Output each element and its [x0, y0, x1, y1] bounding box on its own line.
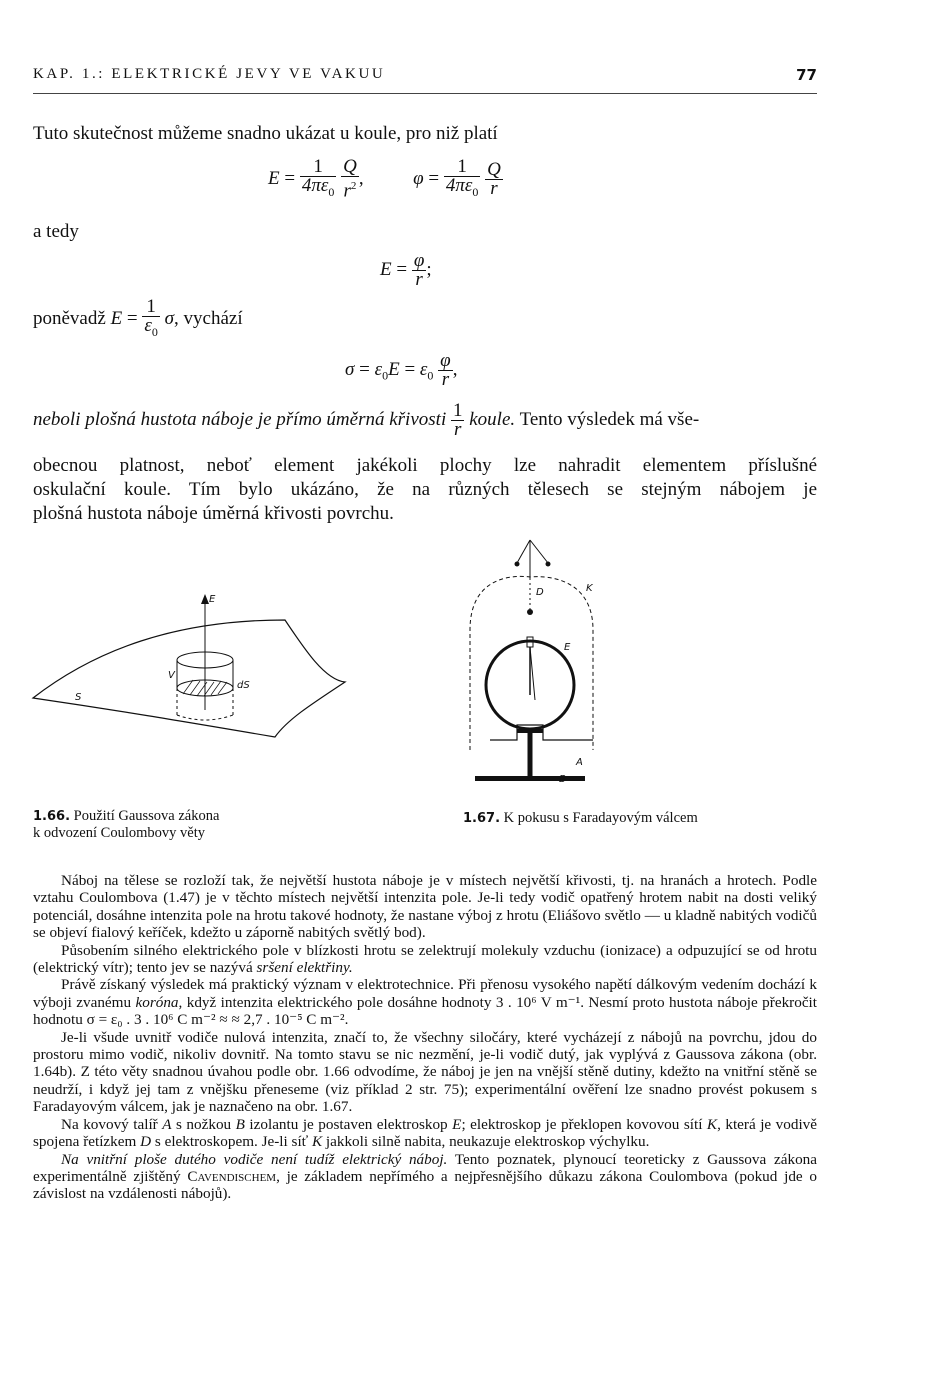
eq-symbol-E: E	[268, 167, 280, 189]
label-S: S	[75, 692, 82, 703]
running-header: KAP. 1.: ELEKTRICKÉ JEVY VE VAKUU	[33, 66, 386, 82]
label-D: D	[536, 587, 544, 598]
page-number: 77	[796, 66, 817, 84]
fraction-phi-over-r-2: $\frac{\varphi}{r}$	[440, 350, 451, 390]
fraction-1-over-4pi-eps: $\frac{1}{4\pi\varepsilon_0}$	[301, 156, 335, 199]
fraction-phi-over-r: $\frac{\varphi}{r}$	[413, 250, 425, 290]
equation-sigma: $\sigma = \varepsilon_0E = \varepsilon_0$ $\frac{\varphi}{r}$ ,	[345, 350, 458, 390]
caption-fig-1-67: 1.67. K pokusu s Faradayovým válcem	[463, 810, 698, 826]
paragraph-line-4: plošná hustota náboje úměrná křivosti povrchu.	[33, 503, 394, 524]
eq-symbol-phi: φ	[413, 167, 424, 189]
fraction-1-over-r: $\frac{1}{r}$	[452, 400, 463, 440]
equation-E-phi-over-r: E = $\frac{\varphi}{r}$ ;	[380, 250, 432, 290]
paragraph-line-2: obecnou platnost, neboť element jakékoli plochy lze nahradit elementem příslušné	[33, 455, 817, 476]
ponevadz-line: poněvadž E = $\frac{1}{\varepsilon_0}$ σ, vychází	[33, 296, 243, 339]
caption-fig-1-66: 1.66. Použití Gaussova zákona k odvození Coulombovy věty	[33, 808, 220, 841]
label-E: E	[209, 594, 216, 605]
intro-text: Tuto skutečnost můžeme snadno ukázat u koule, pro niž platí	[33, 123, 498, 144]
label-E-electroscope: E	[564, 642, 571, 653]
label-K: K	[586, 583, 593, 594]
label-dS: dS	[237, 680, 250, 691]
label-A: A	[576, 757, 583, 768]
fraction-Q-over-r: $\frac{Q}{r}$	[487, 158, 501, 199]
eq-equals: =	[284, 167, 296, 189]
figure-faraday-cage	[455, 535, 615, 790]
label-B: B	[559, 774, 566, 785]
paragraph-line-3: oskulační koule. Tím bylo ukázáno, že na různých tělesech se stejným nábojem je	[33, 479, 817, 500]
fraction-1-over-4pi-eps-2: $\frac{1}{4\pi\varepsilon_0}$	[445, 156, 479, 199]
label-V: V	[168, 670, 175, 681]
body-paragraph-5: Na kovový talíř A s nožkou B izolantu je postaven elektroskop E; elektroskop je překlopen kovovou sítí K, která je vodivě spojena řetízkem D s elektroskopem. Je-li síť K jakkoli silně nabita, neukazuje elektroskop výchylku.	[33, 1115, 818, 1151]
body-paragraph-4: Je-li všude uvnitř vodiče nulová intenzita, značí to, že všechny siločáry, které vycházejí z nábojů na povrchu, jdou do prostoru mimo vodič, nikoliv dovnitř. Na tomto stavu se nic nezmění, je-li vodič dutý, jak vyplývá z Gaussova zákona (obr. 1.64b). Z této věty snadnou úvahou podle obr. 1.66 odvodíme, že náboj je jen na vnější stěně dutiny, kdežto na vnitřní stěně se neudrží, i když jej tam z vnějšku přeneseme (viz příklad 2 str. 75); experimentální ověření lze snadno provést pokusem s Faradayovým válcem, jak je naznačeno na obr. 1.67.	[33, 1028, 817, 1116]
figure-gauss-surface	[25, 590, 355, 740]
body-small-print	[33, 872, 817, 1203]
body-paragraph-6: Na vnitřní ploše dutého vodiče není tudíž elektrický náboj. Tento poznatek, plynoucí teoreticky z Gaussova zákona experimentálně zjištěný Cavendischem, je základem nepřímého a nejpřesnějšího důkazu zákona Coulombova (pokud jde o závislost na vzdálenosti nábojů).	[33, 1150, 817, 1203]
paragraph-curvature: neboli plošná hustota náboje je přímo úměrná křivosti $\frac{1}{r}$ koule. Tento výsledek má vše-	[33, 400, 700, 440]
a-tedy-text: a tedy	[33, 221, 79, 242]
fraction-Q-over-r2: $\frac{Q}{r^2}$	[343, 156, 357, 202]
fraction-1-over-eps: $\frac{1}{\varepsilon_0}$	[144, 296, 158, 339]
header-rule	[33, 93, 817, 94]
body-paragraph-2: Působením silného elektrického pole v blízkosti hrotu se zelektrují molekuly vzduchu (ionizace) a odpuzující se od hrotu (elektrický vítr); tento jev se nazývá sršení elektřiny.	[33, 941, 817, 977]
equation-field-potential: E = $\frac{1}{4\pi\varepsilon_0}$ $\frac{Q}{r^2}$ , φ = $\frac{1}{4\pi\varepsilon_0}$ $\frac{Q}{r}$	[268, 156, 501, 202]
body-paragraph-3: Právě získaný výsledek má praktický význam v elektrotechnice. Při přenosu vysokého napětí dálkovým vedením dochází k výboji zvanému koróna, když intenzita elektrického pole dosáhne hodnoty 3 . 10⁶ V m⁻¹. Nesmí proto hustota náboje překročit hodnotu σ = ε₀ . 3 . 10⁶ C m⁻² ≈ ≈ 2,7 . 10⁻⁵ C m⁻².	[33, 976, 817, 1029]
body-paragraph-1: Náboj na tělese se rozloží tak, že největší hustota náboje je v místech největší křivosti, tj. na hranách a hrotech. Podle vztahu Coulombova (1.47) je v těchto místech největší intenzita pole. Je-li tedy vodič opatřený hrotem nabit na dosti veliký potenciál, dosáhne intenzita pole na hrotu takové hodnoty, že nastane výboj z hrotu (Eliášovo světlo — u kladně nabitých vodičů se objeví fialový keříček, kdežto u záporně nabitých světlý bod).	[33, 872, 817, 942]
